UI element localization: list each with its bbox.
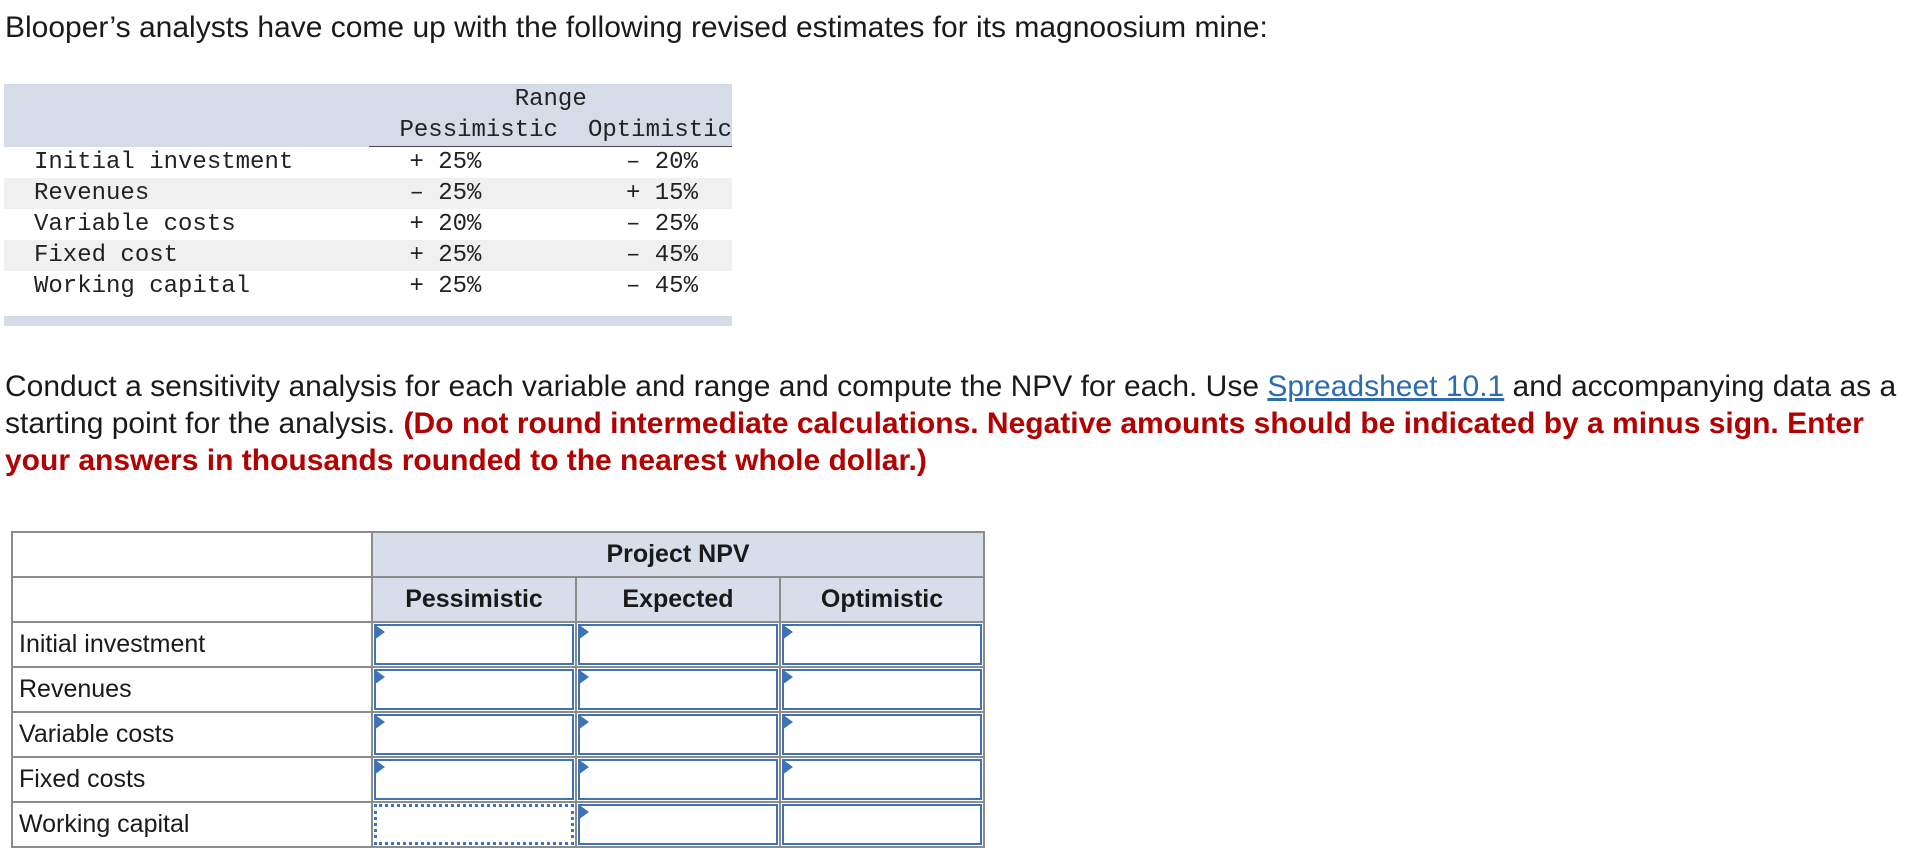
npv-answer-table	[11, 531, 985, 848]
npv-input-pessimistic[interactable]	[372, 712, 576, 757]
input-marker-icon	[374, 759, 385, 775]
input-box[interactable]	[374, 759, 574, 800]
npv-input-pessimistic[interactable]	[372, 622, 576, 667]
range-row	[4, 271, 732, 302]
instructions-warning: (Do not round intermediate calculations. Negative amounts should be indicated by a minus sign. Enter your answers in thousands rounded to the nearest whole dollar.)	[5, 407, 1864, 477]
npv-row-label: Fixed costs	[12, 757, 372, 802]
instructions-text: Conduct a sensitivity analysis for each variable and range and compute the NPV for each. Use	[5, 370, 1268, 403]
input-box-focused[interactable]	[374, 804, 574, 845]
input-marker-icon	[374, 669, 385, 685]
range-table	[4, 84, 732, 302]
input-marker-icon	[782, 669, 793, 685]
range-row-pessimistic: + 25%	[369, 240, 588, 271]
input-marker-icon	[578, 714, 589, 730]
input-marker-icon	[782, 624, 793, 640]
range-row-pessimistic: + 25%	[409, 149, 482, 176]
input-box[interactable]	[782, 624, 982, 665]
npv-input-optimistic[interactable]	[780, 712, 984, 757]
npv-input-optimistic[interactable]	[780, 667, 984, 712]
col-pessimistic-header: Pessimistic	[369, 115, 588, 147]
input-box[interactable]	[374, 624, 574, 665]
input-marker-icon	[578, 759, 589, 775]
input-box[interactable]	[782, 804, 982, 845]
range-row-label: Working capital	[34, 273, 251, 300]
npv-input-expected[interactable]	[576, 757, 780, 802]
col-header-optimistic: Optimistic	[780, 577, 984, 622]
npv-input-pessimistic[interactable]	[372, 757, 576, 802]
input-box[interactable]	[578, 759, 778, 800]
input-box[interactable]	[578, 669, 778, 710]
range-row-optimistic: – 45%	[625, 273, 698, 300]
npv-input-expected[interactable]	[576, 667, 780, 712]
input-box[interactable]	[782, 669, 982, 710]
npv-row	[12, 712, 984, 757]
npv-row	[12, 667, 984, 712]
input-marker-icon	[782, 759, 793, 775]
col-header-pessimistic: Pessimistic	[372, 577, 576, 622]
col-optimistic-header: Optimistic	[588, 115, 732, 147]
npv-input-expected[interactable]	[576, 802, 780, 847]
npv-row-label: Working capital	[12, 802, 372, 847]
npv-input-optimistic[interactable]	[780, 757, 984, 802]
instructions-text-2: and accompanying data as a starting point for the analysis.	[5, 370, 1897, 440]
input-marker-icon	[374, 714, 385, 730]
input-marker-icon	[578, 624, 589, 640]
spreadsheet-link[interactable]: Spreadsheet 10.1	[1267, 370, 1505, 403]
range-row-optimistic: + 15%	[588, 178, 732, 209]
input-box[interactable]	[374, 714, 574, 755]
input-box[interactable]	[578, 714, 778, 755]
npv-row	[12, 622, 984, 667]
range-table-container	[4, 84, 732, 326]
npv-input-expected[interactable]	[576, 712, 780, 757]
range-row-label: Initial investment	[34, 148, 294, 176]
npv-row-label: Initial investment	[12, 622, 372, 667]
range-row-label: Fixed cost	[4, 240, 369, 271]
range-row	[4, 147, 732, 179]
input-marker-icon	[578, 804, 589, 820]
npv-row-label: Variable costs	[12, 712, 372, 757]
npv-input-expected[interactable]	[576, 622, 780, 667]
range-header: Range	[514, 86, 587, 113]
range-row	[4, 178, 732, 209]
range-row	[4, 240, 732, 271]
npv-corner-cell-2	[12, 577, 372, 622]
input-box[interactable]	[578, 624, 778, 665]
instructions-paragraph	[5, 368, 1905, 479]
npv-input-pessimistic[interactable]	[372, 802, 576, 847]
input-marker-icon	[782, 714, 793, 730]
col-header-expected: Expected	[576, 577, 780, 622]
intro-text: Blooper’s analysts have come up with the following revised estimates for its magnoosium mine:	[5, 11, 1268, 44]
npv-group-header: Project NPV	[372, 532, 984, 577]
npv-corner-cell	[12, 532, 372, 577]
npv-input-pessimistic[interactable]	[372, 667, 576, 712]
input-box[interactable]	[782, 714, 982, 755]
input-marker-icon	[578, 669, 589, 685]
input-box[interactable]	[578, 804, 778, 845]
input-box[interactable]	[782, 759, 982, 800]
range-table-footer-bar	[4, 316, 732, 326]
npv-row-label: Revenues	[12, 667, 372, 712]
range-row-label: Variable costs	[34, 211, 236, 238]
npv-row	[12, 757, 984, 802]
range-row-optimistic: – 20%	[625, 149, 698, 176]
range-row-label: Revenues	[4, 178, 369, 209]
range-row-pessimistic: – 25%	[369, 178, 588, 209]
range-row-optimistic: – 45%	[588, 240, 732, 271]
npv-row	[12, 802, 984, 847]
input-marker-icon	[374, 624, 385, 640]
range-row-optimistic: – 25%	[625, 211, 698, 238]
range-row-pessimistic: + 20%	[409, 211, 482, 238]
npv-input-optimistic[interactable]	[780, 622, 984, 667]
npv-input-optimistic[interactable]	[780, 802, 984, 847]
range-row-pessimistic: + 25%	[409, 273, 482, 300]
input-box[interactable]	[374, 669, 574, 710]
range-row	[4, 209, 732, 240]
